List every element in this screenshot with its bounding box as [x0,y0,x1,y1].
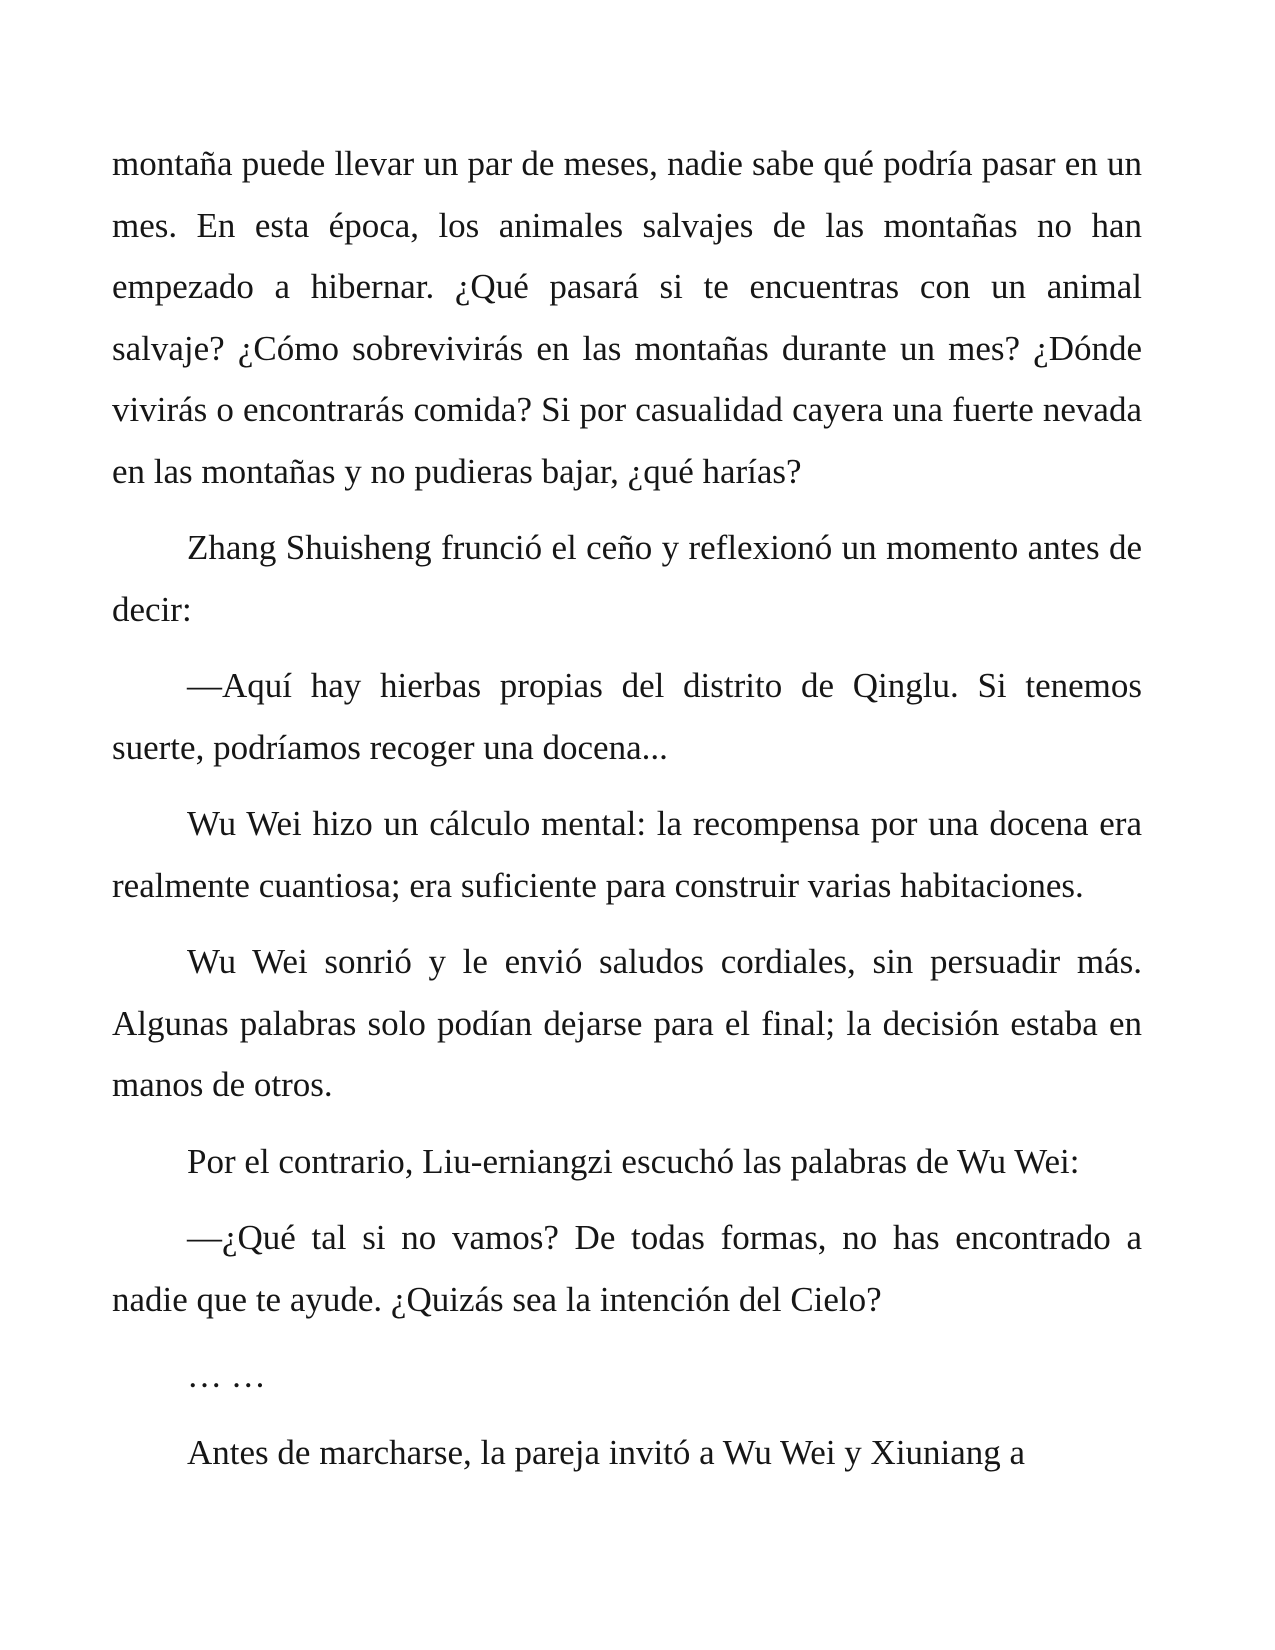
paragraph-6: Por el contrario, Liu-erniangzi escuchó las palabras de Wu Wei: [187,1141,1080,1181]
paragraph-5: Wu Wei sonrió y le envió saludos cordiales, sin persuadir más. Algunas palabras solo podían dejarse para el final; la decisión estaba en manos de otros. [112,942,1142,1104]
paragraph-1: montaña puede llevar un par de meses, nadie sabe qué podría pasar en un mes. En esta época, los animales salvajes de las montañas no han empezado a hibernar. ¿Qué pasará si te encuentras con un animal salvaje? ¿Cómo sobrevivirás en las montañas durante un mes? ¿Dónde vivirás o encontrarás comida? Si por casualidad cayera una fuerte nevada en las montañas y no pudieras bajar, ¿qué harías? [112,144,1142,491]
paragraph-8: Antes de marcharse, la pareja invitó a Wu Wei y Xiuniang a [187,1432,1026,1472]
scene-break: … … [187,1356,266,1395]
paragraph-4: Wu Wei hizo un cálculo mental: la recompensa por una docena era realmente cuantiosa; era suficiente para construir varias habitaciones. [112,804,1142,905]
document-page [112,133,1142,1483]
paragraph-2: Zhang Shuisheng frunció el ceño y reflexionó un momento antes de decir: [112,528,1142,629]
paragraph-7: —¿Qué tal si no vamos? De todas formas, no has encontrado a nadie que te ayude. ¿Quizás sea la intención del Cielo? [112,1218,1142,1319]
paragraph-3: —Aquí hay hierbas propias del distrito de Qinglu. Si tenemos suerte, podríamos recoger una docena... [112,666,1142,767]
